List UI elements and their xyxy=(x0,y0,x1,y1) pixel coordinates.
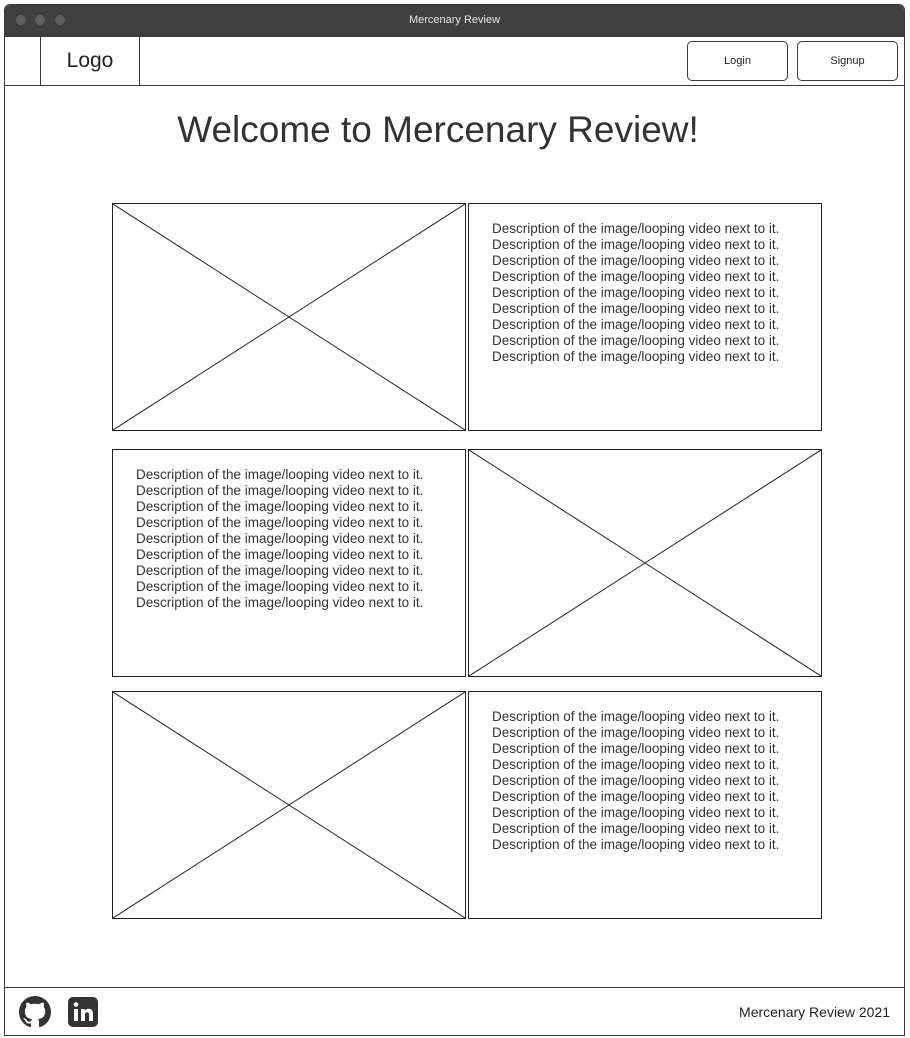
copyright-text: Mercenary Review 2021 xyxy=(739,1004,890,1020)
media-placeholder-2 xyxy=(468,449,822,677)
media-placeholder-1 xyxy=(112,203,466,431)
signup-button[interactable]: Signup xyxy=(797,41,898,81)
title-bar xyxy=(5,5,904,37)
linkedin-icon[interactable] xyxy=(67,996,99,1028)
login-button[interactable]: Login xyxy=(687,41,788,81)
description-box-1 xyxy=(468,203,822,431)
github-icon[interactable] xyxy=(19,996,51,1028)
logo[interactable]: Logo xyxy=(40,37,140,85)
footer xyxy=(5,987,904,1036)
description-text-3: Description of the image/looping video next to it. Description of the image/looping video next to it. Description of the image/looping video next to it. Description of the image/looping video next to it. Description of the image/looping video next to it. Description of the image/looping video next to it. Description of the image/looping video next to it. Description of the image/looping video next to it. Description of the image/looping video next to it. xyxy=(492,709,780,852)
description-box-3 xyxy=(468,691,822,919)
navbar xyxy=(5,37,904,86)
media-placeholder-3 xyxy=(112,691,466,919)
window-title: Mercenary Review xyxy=(408,14,501,26)
image-placeholder-icon xyxy=(469,450,821,676)
browser-window xyxy=(4,4,905,1036)
page-title: Welcome to Mercenary Review! xyxy=(177,109,699,150)
image-placeholder-icon xyxy=(113,204,465,430)
description-text-1: Description of the image/looping video next to it. Description of the image/looping video next to it. Description of the image/looping video next to it. Description of the image/looping video next to it. Description of the image/looping video next to it. Description of the image/looping video next to it. Description of the image/looping video next to it. Description of the image/looping video next to it. Description of the image/looping video next to it. xyxy=(492,221,780,364)
image-placeholder-icon xyxy=(113,692,465,918)
description-text-2: Description of the image/looping video next to it. Description of the image/looping video next to it. Description of the image/looping video next to it. Description of the image/looping video next to it. Description of the image/looping video next to it. Description of the image/looping video next to it. Description of the image/looping video next to it. Description of the image/looping video next to it. Description of the image/looping video next to it. xyxy=(136,467,424,610)
description-box-2 xyxy=(112,449,466,677)
